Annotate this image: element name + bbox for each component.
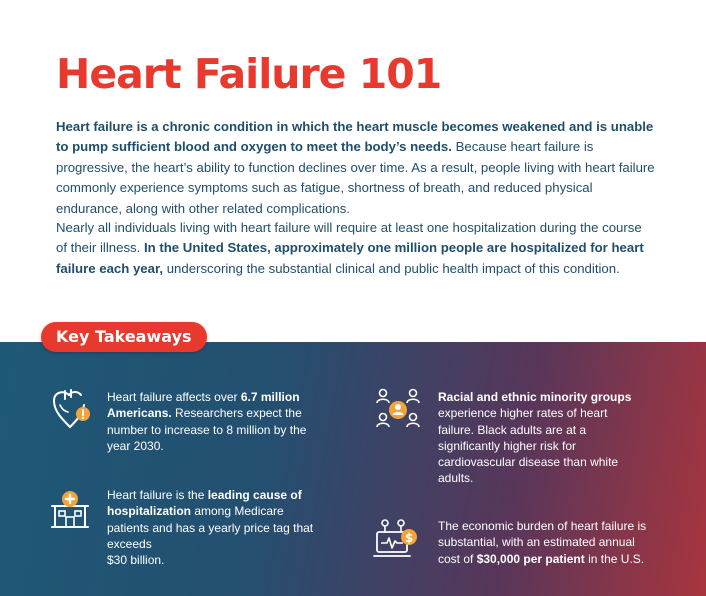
takeaway-economic-detail: in the U.S. (584, 551, 645, 566)
key-takeaways-heading: Key Takeaways (41, 322, 207, 352)
intro-bold-statement: Heart failure is a chronic condition in which the heart muscle becomes weakened and is unable to pump sufficient blood and oxygen to meet the body’s needs. (56, 119, 654, 155)
page-title: Heart Failure 101 (56, 50, 442, 98)
svg-text:$: $ (404, 531, 414, 545)
takeaway-economic-figure: $30,000 per patient (476, 551, 585, 566)
takeaway-prevalence-intro: Heart failure affects over (107, 390, 241, 404)
intro-detail-text: Because heart failure is progressive, the heart’s ability to function declines over time. As a result, people living with heart failure commonly experience symptoms such as fatigue, shortness of breath, and reduced physical endurance, along with other related complications. (56, 139, 655, 216)
takeaway-disparities-detail: experience higher rates of heart failure. Black adults are at a significantly higher risk for cardiovascular disease than white adults. (438, 406, 619, 486)
intro-paragraph-1 (56, 117, 656, 219)
takeaway-hospitalization-bold: leading cause of hospitalization (107, 488, 302, 519)
takeaway-hospitalization (107, 487, 329, 568)
takeaway-prevalence-figure: 6.7 million Americans. (107, 390, 300, 421)
intro-impact-text: underscoring the substantial clinical and public health impact of this condition. (163, 260, 620, 276)
takeaway-hospitalization-detail: among Medicare patients and has a yearly price tag that exceeds (107, 504, 314, 551)
intro-hospitalization-bold: In the United States, approximately one million people are hospitalized for heart failure each year, (56, 240, 644, 276)
hospital-icon (49, 489, 91, 531)
takeaway-disparities-bold: Racial and ethnic minority groups (438, 390, 632, 404)
intro-hospitalization-text: Nearly all individuals living with heart failure will require at least one hospitalization during the course of their illness. (56, 220, 642, 256)
takeaway-economic-burden (438, 518, 648, 567)
heart-alert-icon (50, 387, 92, 433)
takeaway-hospitalization-intro: Heart failure is the (107, 488, 208, 502)
takeaway-prevalence-detail: Researchers expect the number to increase to 8 million by the year 2030. (107, 406, 307, 453)
intro-paragraph-2 (56, 218, 656, 279)
takeaway-economic-intro: The economic burden of heart failure is substantial, with an estimated annual cost of (438, 519, 647, 566)
takeaway-hospitalization-cost: $30 billion. (107, 553, 165, 568)
people-group-icon (375, 387, 421, 433)
heart-monitor-cost-icon (373, 518, 419, 562)
takeaway-disparities (438, 389, 638, 487)
takeaway-prevalence (107, 389, 322, 454)
